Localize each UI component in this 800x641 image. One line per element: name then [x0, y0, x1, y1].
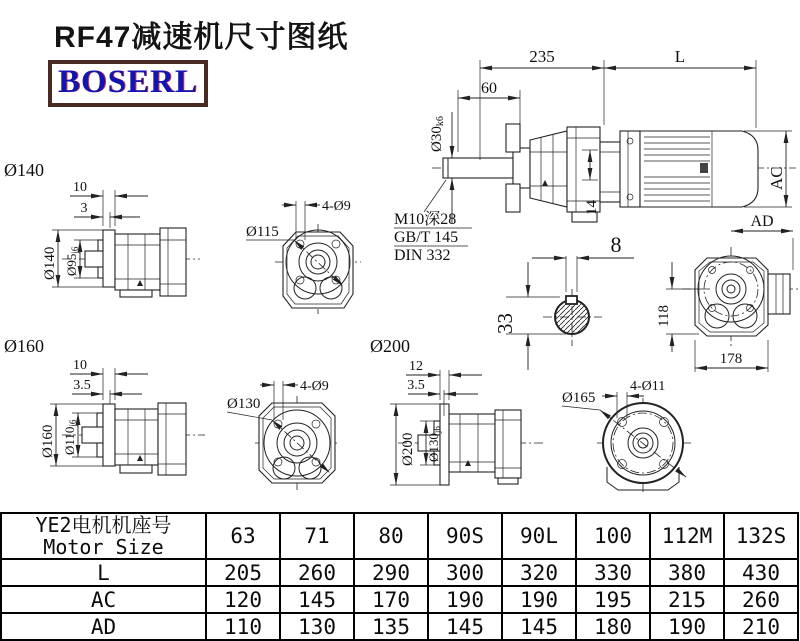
row-label: AC [1, 586, 206, 613]
rear-view [656, 213, 798, 372]
flange-lug-top [506, 124, 520, 152]
shaft-section-view [493, 232, 634, 370]
col-header: 100 [576, 513, 650, 559]
cell: 110 [206, 613, 280, 640]
col-header: 90S [428, 513, 502, 559]
cell: 380 [650, 559, 724, 586]
flange-200-view [370, 336, 545, 485]
shaft-stub [82, 427, 103, 443]
cell: 145 [428, 613, 502, 640]
motor-flange [620, 131, 640, 207]
dim-3: 3 [80, 201, 88, 216]
dim-flange-od: Ø160 [40, 424, 56, 458]
dim-keyway-width: 8 [610, 232, 622, 257]
gearbox-ring [567, 127, 600, 212]
dim-spigot: Ø130j6 [426, 426, 442, 462]
page-title: RF47减速机尺寸图纸 [54, 21, 349, 54]
table-header-row [1, 513, 798, 559]
dim-bolt-circle-165: Ø165 [562, 390, 596, 406]
dim-33: 33 [493, 313, 517, 334]
adapter-neck [600, 142, 620, 202]
cell: 320 [502, 559, 576, 586]
cell: 145 [502, 613, 576, 640]
shaft-section-circle [555, 300, 589, 334]
keyway [566, 296, 577, 304]
dim-holes-4d9: 4-Ø9 [322, 199, 351, 214]
flange-plate [440, 404, 449, 485]
dim-flange-od: Ø200 [400, 432, 416, 466]
dim-AC: AC [767, 166, 786, 190]
note-gb-standard: GB/T 145 [394, 229, 459, 246]
dim-flange-od: Ø140 [42, 246, 58, 280]
front-view-165 [562, 379, 691, 492]
dim-spigot: Ø110j6 [62, 419, 78, 455]
col-header: 132S [724, 513, 798, 559]
dim-12: 12 [409, 359, 423, 374]
motor-body [640, 131, 758, 207]
cell: 260 [724, 586, 798, 613]
cell: 300 [428, 559, 502, 586]
dim-bolt-circle-115: Ø115 [246, 224, 279, 240]
dim-shaft-diameter: Ø30k6 [429, 116, 446, 152]
dim-L: L [674, 47, 686, 66]
cell: 205 [206, 559, 280, 586]
front-view-115 [246, 199, 361, 314]
dim-235: 235 [529, 47, 555, 66]
note-thread: M10深28 [394, 211, 457, 228]
cell: 190 [428, 586, 502, 613]
shaft-stub [85, 251, 104, 267]
flange-lug-bottom [506, 184, 520, 212]
col-header: 80 [354, 513, 428, 559]
dimension-table [0, 512, 799, 641]
flange-160-view [4, 336, 205, 475]
dim-178: 178 [719, 351, 743, 367]
dim-60: 60 [481, 80, 497, 97]
cell: 145 [280, 586, 354, 613]
label-d140: Ø140 [4, 160, 44, 180]
row-label: AD [1, 613, 206, 640]
table-row-L [1, 559, 798, 586]
cell: 290 [354, 559, 428, 586]
label-d200: Ø200 [370, 336, 410, 356]
col-header: 71 [280, 513, 354, 559]
flange-plate [103, 230, 115, 287]
flange-plate [103, 404, 115, 466]
col-header: 90L [502, 513, 576, 559]
row-label: L [1, 559, 206, 586]
dim-3-5: 3.5 [73, 378, 91, 393]
cell: 430 [724, 559, 798, 586]
cell: 195 [576, 586, 650, 613]
cell: 180 [576, 613, 650, 640]
cell: 130 [280, 613, 354, 640]
cell: 215 [650, 586, 724, 613]
brand-logo-text: BOSERL [58, 64, 198, 100]
flange-body [259, 403, 335, 483]
dim-holes-4d9: 4-Ø9 [300, 379, 329, 394]
output-shaft [443, 158, 513, 178]
motor-size-header-en: Motor Size [43, 535, 164, 559]
cell: 330 [576, 559, 650, 586]
cell: 190 [502, 586, 576, 613]
cell: 210 [724, 613, 798, 640]
label-d160: Ø160 [4, 336, 44, 356]
table-row-AC [1, 586, 798, 613]
front-view-130 [227, 379, 340, 492]
cell: 190 [650, 613, 724, 640]
terminal-box [768, 274, 790, 314]
col-header: 63 [206, 513, 280, 559]
dim-holes-4d11: 4-Ø11 [630, 379, 666, 394]
dim-10: 10 [73, 358, 87, 373]
dim-14: 14 [584, 200, 600, 215]
cell: 260 [280, 559, 354, 586]
dim-10: 10 [73, 180, 87, 195]
cell: 135 [354, 613, 428, 640]
cell: 120 [206, 586, 280, 613]
col-header: 112M [650, 513, 724, 559]
motor-size-header [1, 513, 206, 559]
motor-size-header-cn: YE2电机机座号 [35, 513, 172, 537]
table-row-AD [1, 613, 798, 640]
dim-AD: AD [750, 213, 774, 230]
dim-spigot: Ø95j6 [64, 246, 80, 276]
cell: 170 [354, 586, 428, 613]
flange-140-view [4, 160, 200, 297]
dim-118: 118 [656, 305, 672, 327]
dim-bolt-circle-130: Ø130 [227, 396, 261, 412]
note-din-standard: DIN 332 [394, 247, 451, 264]
gearbox-front [530, 131, 567, 207]
dim-3-5: 3.5 [407, 378, 425, 393]
